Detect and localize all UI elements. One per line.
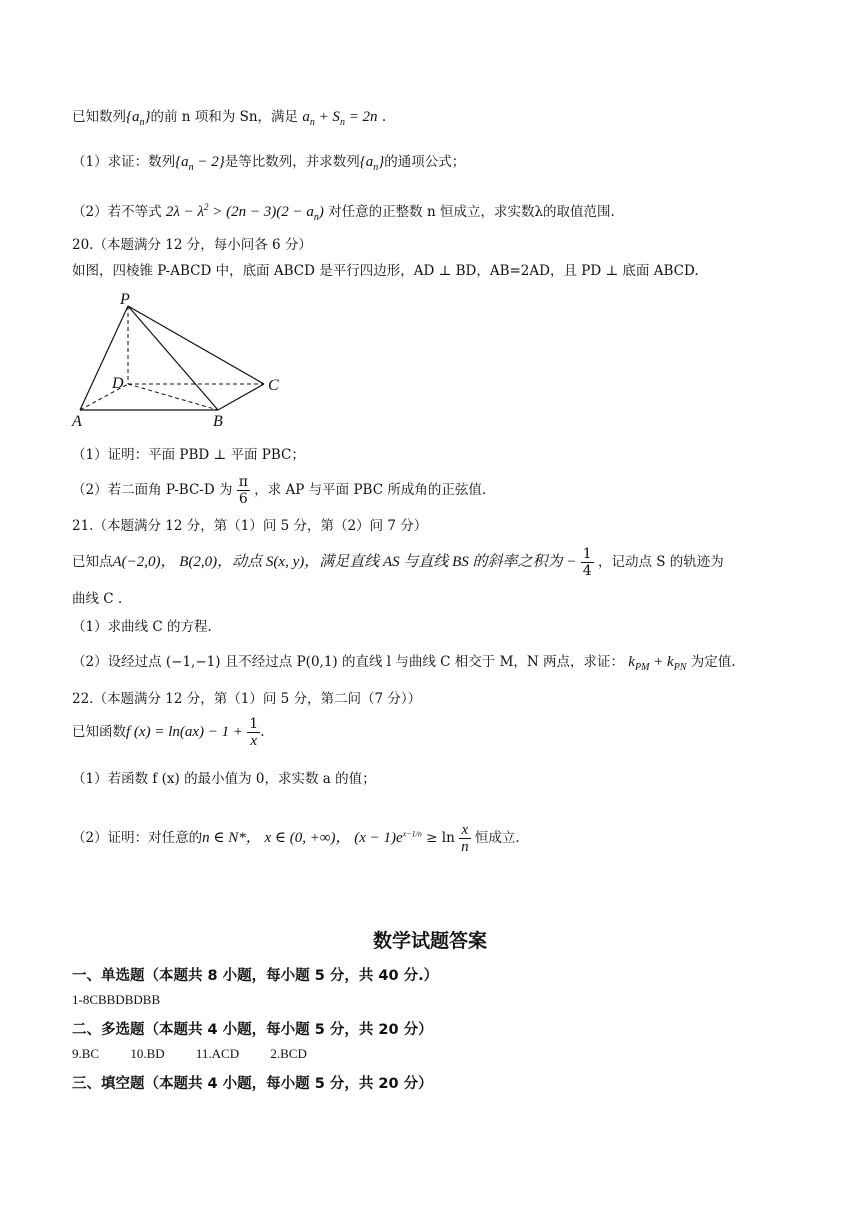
label-D: D — [112, 375, 124, 392]
exponent: x−1/n — [402, 829, 422, 839]
pyramid-figure — [70, 288, 300, 428]
answers-title: 数学试题答案 — [372, 930, 487, 952]
edge-PC — [128, 306, 264, 384]
q21-part1: （1）求曲线 C 的方程. — [72, 619, 212, 635]
q22-part2: （2）证明：对任意的n ∈ N*， x ∈ (0, +∞)， $(x - 1)e^{x-1/n} \ge \ln$ $\frac{x}{n}$ 恒成立. — [72, 822, 520, 855]
q22-header: 22.（本题满分 12 分，第（1）问 5 分，第二问（7 分）） — [72, 691, 422, 707]
section1-answers: 1-8CBBDBDBB — [72, 992, 161, 1007]
label-C: C — [268, 377, 279, 394]
q19-part1: （1）求证：数列$\{a_n - 2\}$是等比数列，并求数列$\{a_n\}$的通项公式； — [72, 154, 466, 173]
edge-DB — [128, 384, 218, 410]
q21-part2: （2）设经过点 (−1,−1) 且不经过点 P(0,1) 的直线 l 与曲线 C 相交于 M，N 两点，求证： $k_{PM} + k_{PN}$ 为定值. — [72, 654, 736, 673]
q20-part1: （1）证明：平面 PBD ⊥ 平面 PBC； — [72, 447, 305, 463]
q20-part2: （2）若二面角 P-BC-D 为 $\frac{\pi}{6}$ ，求 AP 与平面 PBC 所成角的正弦值. — [72, 474, 487, 507]
pi-over-6-fraction: $\frac{\pi}{6}$ — [238, 474, 248, 507]
q20-header: 20.（本题满分 12 分，每小问各 6 分） — [72, 237, 312, 253]
q21-header: 21.（本题满分 12 分，第（1）问 5 分，第（2）问 7 分） — [72, 518, 428, 534]
q19-stem: 已知数列$\{a_n\}$的前 n 项和为 Sn，满足 $a_n + S_n = 2n$ . — [72, 109, 387, 128]
edge-PB — [128, 306, 218, 410]
section2-answers: 9.BC 10.BD 11.ACD 2.BCD — [72, 1046, 307, 1061]
q22-stem: 已知函数f (x) = ln(ax) − 1 + $\frac{1}{x}$ . — [72, 716, 265, 749]
one-over-x-fraction: $\frac{1}{x}$ — [249, 716, 259, 749]
edge-PA — [80, 306, 128, 410]
section1-heading: 一、单选题（本题共 8 小题，每小题 5 分，共 40 分.） — [72, 968, 439, 984]
edge-BC — [218, 384, 264, 410]
quarter-fraction: $\frac{1}{4}$ — [582, 546, 592, 579]
q22-part1: （1）若函数 f (x) 的最小值为 0，求实数 a 的值； — [72, 771, 376, 787]
q19-part2: （2）若不等式 $2\lambda - \lambda^2 > (2n - 3)(2 - a_n)$ 对任意的正整数 n 恒成立，求实数λ的取值范围. — [72, 202, 615, 223]
section3-heading: 三、填空题（本题共 4 小题，每小题 5 分，共 20 分） — [72, 1076, 433, 1092]
q21-stem-line2: 曲线 C . — [72, 591, 123, 607]
q20-stem: 如图，四棱锥 P-ABCD 中，底面 ABCD 是平行四边形，AD ⊥ BD，AB=2AD，且 PD ⊥ 底面 ABCD. — [72, 263, 699, 279]
q21-stem: 已知点A(−2,0)， B(2,0)，动点 S(x, y)，满足直线 AS 与直线 BS 的斜率之积为 − $\frac{1}{4}$ ，记动点 S 的轨迹为 — [72, 546, 724, 579]
x-over-n-fraction: $\frac{x}{n}$ — [461, 822, 469, 855]
label-B: B — [213, 413, 223, 428]
section2-heading: 二、多选题（本题共 4 小题，每小题 5 分，共 20 分） — [72, 1022, 433, 1038]
label-P: P — [120, 291, 130, 308]
label-A: A — [72, 413, 82, 428]
